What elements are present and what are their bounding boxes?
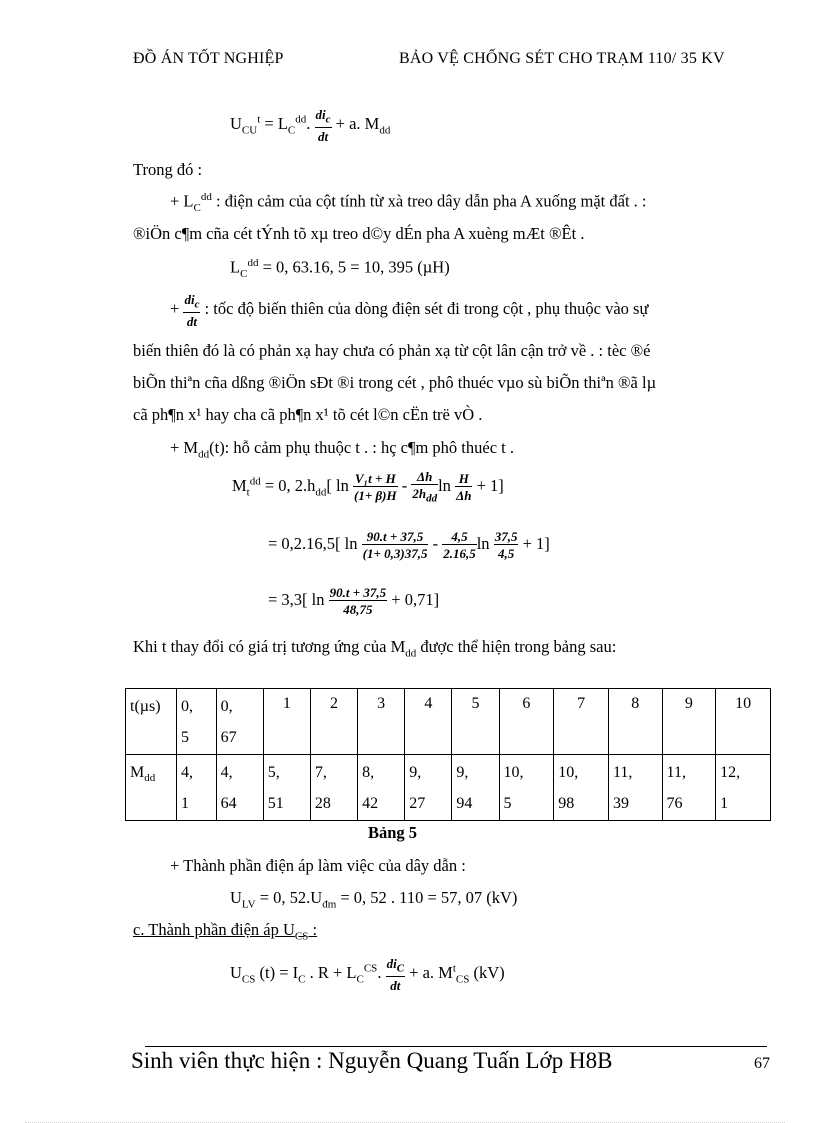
footer-divider	[145, 1046, 767, 1047]
paragraph-line: cã ph¶n x¹ hay cha cã ph¶n x¹ tõ cét l©n cËn trë vÒ .	[133, 405, 483, 424]
garbled-text-line: ®iÖn c¶m cña cét tÝnh tõ xµ treo d©y dÉn pha A xuèng mÆt ®Êt .	[133, 224, 585, 243]
trong-do-label: Trong đó :	[133, 160, 203, 179]
footer-student: Sinh viên thực hiện : Nguyễn Quang Tuấn Lớp H8B	[131, 1048, 613, 1073]
fraction: $\frac{37,5}{4,5}$	[494, 529, 518, 561]
mdd-table	[125, 688, 771, 821]
table-cell-mdd	[405, 755, 452, 821]
ulv-intro: + Thành phần điện áp làm việc của dây dẫn :	[170, 856, 466, 875]
fraction-dic-dt: $\frac{di_C}{dt}$	[386, 956, 405, 993]
table-cell-mdd	[452, 755, 499, 821]
ulv-equation: $U_{LV} = 0$, $52.U_{đm} = 0$, 52 . 110 = 57, 07 (kV)	[230, 888, 518, 911]
cell-line: 10,	[558, 764, 579, 781]
table-cell-time: 1	[263, 689, 310, 755]
fraction: $\frac{90.t + 37,5}{(1+ 0,3)37,5}$	[362, 529, 428, 561]
table-cell-mdd	[177, 755, 217, 821]
formula-ucu: $U_{CU}^t = L_C^{dd}$. $\frac{di_c}{dt}$ + a. $M_{dd}$	[230, 107, 391, 144]
fraction-dic-dt: $\frac{di_c}{dt}$	[184, 292, 200, 329]
cell-line: 94	[456, 795, 473, 812]
paragraph-line: biến thiên đó là có phản xạ hay chưa có phản xạ từ cột lân cận trở về . : tèc ®é	[133, 341, 651, 360]
cell-line: 4,	[181, 764, 193, 781]
table-cell-mdd	[216, 755, 263, 821]
table-intro: Khi t thay đổi có giá trị tương ứng của $M_{dd}$ được thể hiện trong bảng sau:	[133, 637, 617, 660]
cell-line: 1	[720, 795, 729, 812]
cell-line: 76	[666, 795, 683, 812]
header-right: BẢO VỆ CHỐNG SÉT CHO TRẠM 110/ 35 KV	[399, 50, 725, 67]
fraction: $\frac{90.t + 37,5}{48,75}$	[329, 585, 387, 617]
cell-line: 5,	[267, 764, 280, 781]
lc-definition: + $L_C^{dd}$ : điện cảm của cột tính từ xà treo dây dẫn pha A xuống mặt đất . :	[170, 191, 647, 214]
table-cell-time	[177, 689, 217, 755]
didt-definition: + $\frac{di_c}{dt}$ : tốc độ biến thiên của dòng điện sét đi trong cột , phụ thuộc vào sự	[170, 292, 649, 329]
lc-value: $L_C^{dd} = 0$, 63.16, 5 = 10, 395 (µH)	[230, 257, 450, 280]
table-cell-time: 9	[662, 689, 716, 755]
cell-line: 8,	[362, 764, 375, 781]
cell-line: 0,	[181, 698, 193, 715]
cell-line: 51	[267, 795, 284, 812]
cell-line: 1	[181, 795, 189, 812]
table-cell-time: 6	[499, 689, 554, 755]
table-cell-mdd	[310, 755, 357, 821]
cell-line: 0,	[220, 698, 233, 715]
cell-line: 27	[409, 795, 426, 812]
table-cell-mdd	[358, 755, 405, 821]
page-number: 67	[754, 1055, 770, 1072]
equation-mutual-inductance-step2: = 0,2.16,5[ ln $\frac{90.t + 37,5}{(1+ 0,3)37,5}$ - $\frac{4,5}{2.16,5}$ ln $\frac{37,5}{4,5}$ + 1]	[268, 529, 550, 561]
table-cell-time: 10	[716, 689, 771, 755]
section-c-heading: c. Thành phần điện áp $U_{CS}$ :	[133, 920, 318, 943]
cell-line: 64	[220, 795, 237, 812]
paragraph-line: biÕn thiªn cña dßng ®iÖn sÐt ®i trong cét , phô thuéc vµo sù biÕn thiªn ®ã lµ	[133, 373, 657, 392]
table-header-cell: t(µs)	[126, 689, 177, 755]
table-row-mdd	[126, 755, 771, 821]
fraction: $\frac{\text{V₁t + H}}{(1+ \beta)H}$	[354, 471, 397, 504]
cell-line: 7,	[314, 764, 327, 781]
cell-line: 11,	[666, 764, 686, 781]
table-cell-mdd	[263, 755, 310, 821]
table-cell-time: 8	[608, 689, 662, 755]
equation-mutual-inductance: $M_t^{dd} = 0$, $2.h_{dd}$[ ln $\frac{\text{V₁t + H}}{(1+ \beta)H}$ - $\frac{\Delta h}{2h_{dd}}$ ln $\frac{H}{\Delta h}$ + 1]	[232, 469, 504, 505]
cell-line: 4,	[220, 764, 233, 781]
table-header-cell: $M_{dd}$	[126, 755, 177, 821]
cell-line: 10,	[503, 764, 524, 781]
mdd-definition: + $M_{dd}(t)$: hỗ cảm phụ thuộc t . : hç c¶m phô thuéc t .	[170, 438, 514, 461]
cell-line: 12,	[720, 764, 741, 781]
cell-line: 9,	[409, 764, 422, 781]
equation-mutual-inductance-step3: = 3,3[ ln $\frac{90.t + 37,5}{48,75}$ + 0,71]	[268, 585, 440, 617]
table-cell-mdd	[499, 755, 554, 821]
table-row-time	[126, 689, 771, 755]
table-cell-time: 3	[358, 689, 405, 755]
cell-line: 67	[220, 729, 237, 746]
ucs-equation: $U_{CS}$ $(t) = I_C$ . $R + L_C^{CS}$. $\frac{di_C}{dt}$ + a. $M^t_{CS}$ (kV)	[230, 956, 505, 993]
fraction-dic-dt: $\frac{di_c}{dt}$	[315, 107, 331, 144]
cell-line: 11,	[612, 764, 633, 781]
table-cell-time: 2	[310, 689, 357, 755]
table-cell-time: 4	[405, 689, 452, 755]
table-cell-mdd	[662, 755, 716, 821]
cell-line: 28	[314, 795, 331, 812]
header-left: ĐỒ ÁN TỐT NGHIỆP	[133, 50, 284, 67]
table-caption: Bảng 5	[368, 823, 418, 842]
table-cell-mdd	[608, 755, 662, 821]
fraction: $\frac{\Delta h}{2h_{dd}}$	[412, 469, 438, 505]
table-cell-time: 7	[554, 689, 609, 755]
fraction: $\frac{H}{\Delta h}$	[456, 471, 472, 504]
cell-line: 5	[503, 795, 512, 812]
cell-line: 39	[612, 795, 629, 812]
fraction: $\frac{4,5}{2.16,5}$	[443, 529, 476, 561]
table-cell-time: 5	[452, 689, 499, 755]
cell-line: 98	[558, 795, 575, 812]
cell-line: 5	[181, 729, 189, 746]
cell-line: 9,	[456, 764, 469, 781]
table-cell-mdd	[716, 755, 771, 821]
table-cell-time	[216, 689, 263, 755]
table-cell-mdd	[554, 755, 609, 821]
cell-line: 42	[362, 795, 379, 812]
